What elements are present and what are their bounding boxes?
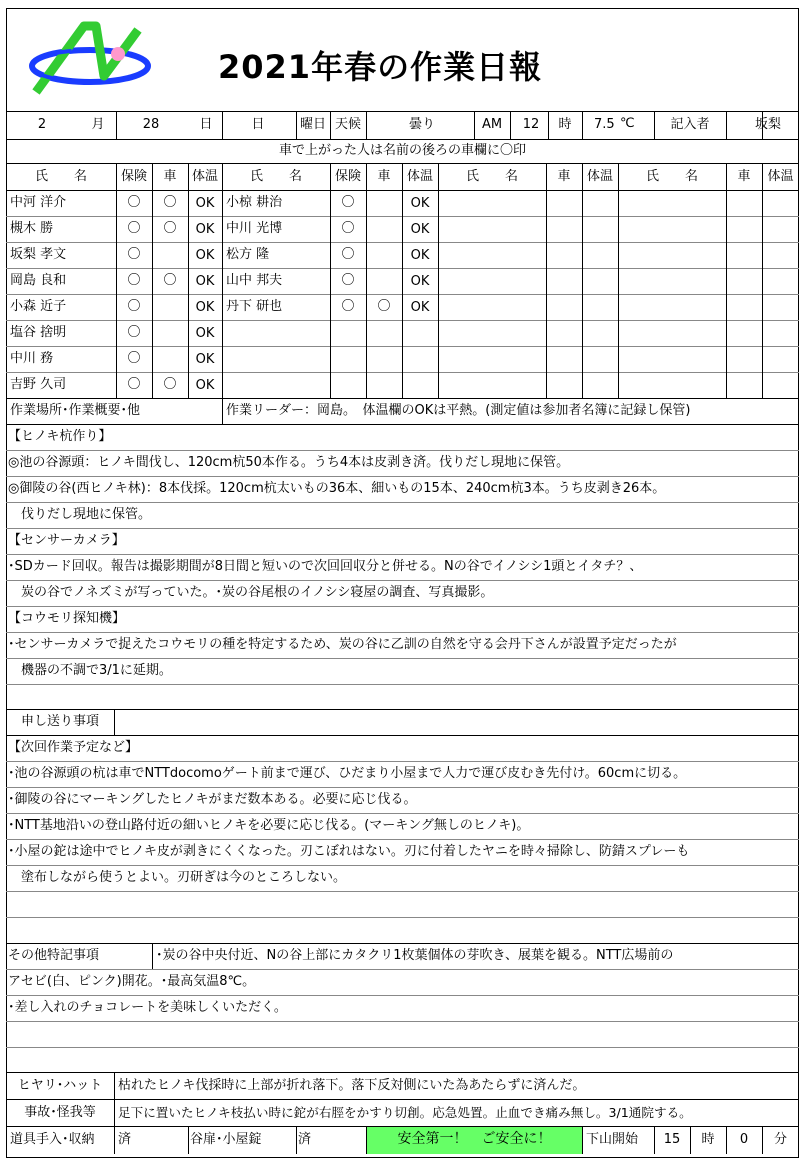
col-name-1: 氏 名 [34,169,87,184]
col-temp-2: 体温 [406,169,433,184]
col-insurance-2: 保険 [334,169,361,184]
member-name: 松方 隆 [226,247,270,262]
col-insurance-1: 保険 [120,169,147,184]
member-car: 〇 [163,195,177,210]
member-insurance: 〇 [127,351,141,366]
member-name: 小森 近子 [10,299,67,314]
member-insurance: 〇 [127,325,141,340]
member-temp: OK [410,196,430,211]
member-name: 槻木 勝 [10,221,54,236]
ampm-value: AM [481,117,503,132]
work-line: 炭の谷でノネズミが写っていた。･炭の谷尾根のイノシシ寝屋の調査、写真撮影。 [8,585,494,600]
member-name: 丹下 研也 [226,299,283,314]
member-insurance: 〇 [341,221,355,236]
member-temp: OK [195,248,215,263]
col-name-3: 氏 名 [465,169,518,184]
min-label: 分 [773,1132,787,1147]
col-temp-4: 体温 [767,169,794,184]
member-name: 中川 光博 [226,221,283,236]
accident-text: 足下に置いたヒノキ枝払い時に鉈が右脛をかすり切創。応急処置。止血でき痛み無し。3/1通院する。 [118,1105,692,1120]
member-car: 〇 [163,377,177,392]
member-insurance: 〇 [127,195,141,210]
member-car: 〇 [163,221,177,236]
work-line: 【ヒノキ杭作り】 [8,429,112,444]
safety-text: 安全第一！ ご安全に！ [397,1131,552,1147]
work-line: ◎池の谷源頭：ヒノキ間伐し、120cm杭50本作る。うち4本は皮剥き済。伐りだし現地に保管。 [8,455,570,470]
weather-value: 曇り [408,117,435,132]
member-temp: OK [410,248,430,263]
month-value: 2 [37,117,47,132]
day-value: 28 [142,117,160,132]
member-name: 中川 務 [10,351,54,366]
other-label: その他特記事項 [8,948,100,963]
hiyari-label: ヒヤリ･ハット [17,1078,103,1093]
tools-value: 済 [118,1132,132,1147]
member-name: 吉野 久司 [10,377,67,392]
other-line: ･炭の谷中央付近、Nの谷上部にカタクリ1枚葉個体の芽吹き、展葉を観る。NTT広場前の [156,948,674,963]
lock-value: 済 [298,1132,312,1147]
member-temp: OK [195,378,215,393]
recorder-label: 記入者 [670,117,710,132]
descent-hour: 15 [663,1132,681,1147]
col-car-2: 車 [377,169,391,184]
member-temp: OK [195,222,215,237]
work-line: ･SDカード回収。報告は撮影期間が8日間と短いので次回回収分と併せる。Nの谷でイノシシ1頭とイタチ？、 [8,559,643,574]
hour-value: 12 [522,117,540,132]
member-temp: OK [410,274,430,289]
accident-label: 事故･怪我等 [24,1105,96,1120]
page-title: 2021年春の作業日報 [218,48,543,86]
col-car-3: 車 [557,169,571,184]
member-name: 中河 洋介 [10,195,67,210]
member-insurance: 〇 [341,299,355,314]
member-temp: OK [195,326,215,341]
hiyari-text: 枯れたヒノキ伐採時に上部が折れ落下。落下反対側にいた為あたらずに済んだ。 [118,1078,586,1093]
member-name: 山中 邦夫 [226,273,283,288]
member-temp: OK [410,300,430,315]
member-insurance: 〇 [341,195,355,210]
hour-label: 時 [558,117,572,132]
member-insurance: 〇 [341,273,355,288]
col-car-4: 車 [737,169,751,184]
col-name-2: 氏 名 [249,169,302,184]
member-temp: OK [195,196,215,211]
member-insurance: 〇 [341,247,355,262]
temperature-value: 7.5 [594,117,615,132]
day-label: 日 [199,117,213,132]
member-insurance: 〇 [127,299,141,314]
handover-line: ･NTT基地沿いの登山路付近の細いヒノキを必要に応じ伐る。(マーキング無しのヒノキ)。 [8,818,530,833]
member-insurance: 〇 [127,273,141,288]
work-line: 【センサーカメラ】 [8,533,125,548]
handover-line: 塗布しながら使うとよい。刃研ぎは今のところしない。 [8,870,347,885]
temperature-unit: ℃ [620,116,635,131]
handover-label: 申し送り事項 [20,714,99,729]
member-name: 岡島 良和 [10,273,67,288]
work-line: 伐りだし現地に保管。 [8,507,152,522]
col-name-4: 氏 名 [645,169,698,184]
col-temp-3: 体温 [586,169,613,184]
member-car: 〇 [377,299,391,314]
work-label: 作業場所･作業概要･他 [10,403,141,418]
work-line: 機器の不調で3/1に延期。 [8,663,172,678]
member-car: 〇 [163,273,177,288]
member-name: 坂梨 孝文 [10,247,67,262]
tools-label: 道具手入･収納 [10,1132,95,1147]
other-line: ･差し入れのチョコレートを美味しくいただく。 [8,1000,287,1015]
other-line: アセビ(白、ピンク)開花。･最高気温8℃。 [8,974,256,989]
hour-label-footer: 時 [701,1132,715,1147]
descent-min: 0 [739,1132,749,1147]
weekday-value: 日 [251,117,265,132]
member-insurance: 〇 [127,221,141,236]
member-temp: OK [195,300,215,315]
member-temp: OK [195,352,215,367]
month-label: 月 [91,117,105,132]
member-name: 塩谷 捨明 [10,325,67,340]
handover-line: ･小屋の鉈は途中でヒノキ皮が剥きにくくなった。刃こぼれはない。刃に付着したヤニを時々掃除し、防錆スプレーも [8,844,690,859]
descent-label: 下山開始 [586,1132,639,1147]
col-car-1: 車 [163,169,177,184]
weather-label: 天候 [334,117,361,132]
recorder-value: 坂梨 [754,117,781,132]
member-temp: OK [410,222,430,237]
member-temp: OK [195,274,215,289]
member-insurance: 〇 [127,247,141,262]
logo-icon [26,18,162,98]
member-insurance: 〇 [127,377,141,392]
handover-line: ･池の谷源頭の杭は車でNTTdocomoゲート前まで運び、ひだまり小屋まで人力で運び皮むき先付け。60cmに切る。 [8,766,687,781]
member-name: 小椋 耕治 [226,195,283,210]
work-leader-note: 作業リーダー：岡島。 体温欄のOKは平熱。(測定値は参加者名簿に記録し保管) [226,403,691,418]
handover-line: ･御陵の谷にマーキングしたヒノキがまだ数本ある。必要に応じ伐る。 [8,792,417,807]
work-line: ◎御陵の谷(西ヒノキ林)：8本伐採。120cm杭太いもの36本、細いもの15本、240cm杭3本。うち皮剥き26本。 [8,481,666,496]
lock-label: 谷扉･小屋錠 [190,1132,262,1147]
work-line: ･センサーカメラで捉えたコウモリの種を特定するため、炭の谷に乙訓の自然を守る会丹下さんが設置予定だったが [8,637,677,652]
work-line: 【コウモリ探知機】 [8,611,126,626]
handover-line: 【次回作業予定など】 [8,740,139,755]
car-note: 車で上がった人は名前の後ろの車欄に〇印 [278,143,526,158]
col-temp-1: 体温 [191,169,218,184]
weekday-label: 曜日 [299,117,326,132]
